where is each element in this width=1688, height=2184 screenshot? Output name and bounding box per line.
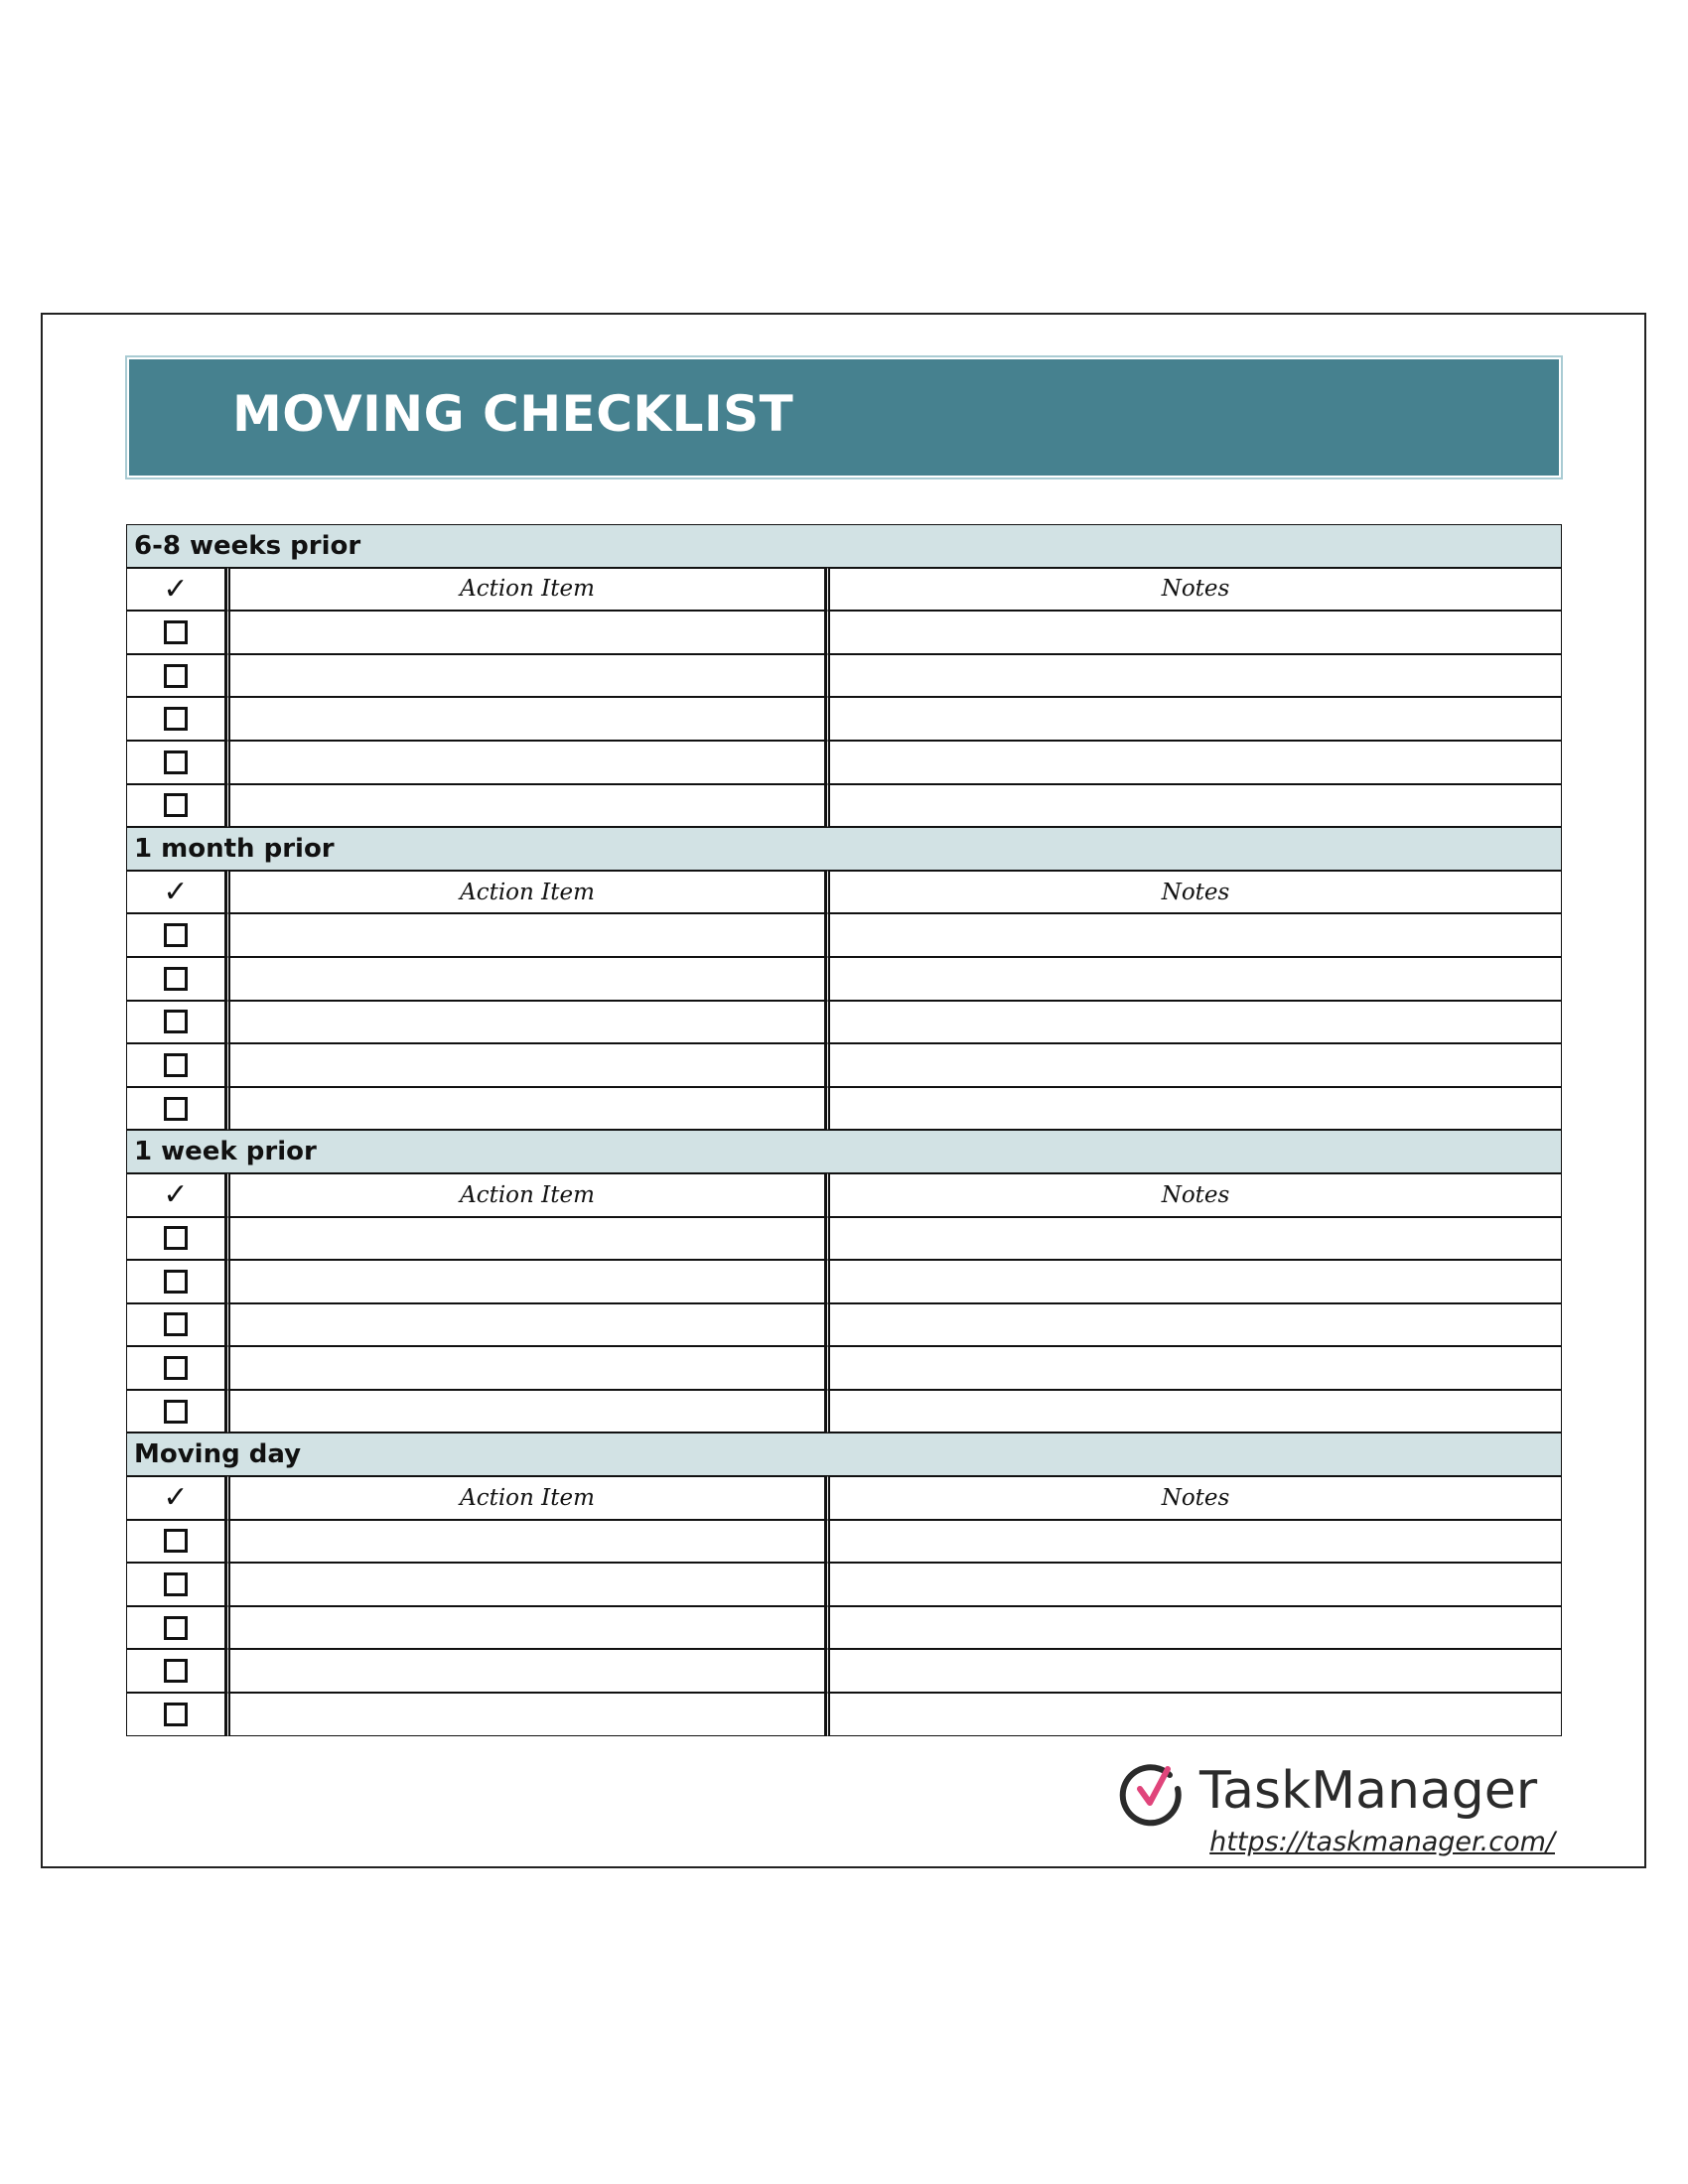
action-item-cell[interactable] xyxy=(225,1606,825,1650)
table-row xyxy=(126,1693,1562,1736)
notes-cell[interactable] xyxy=(825,1606,1562,1650)
checkbox[interactable] xyxy=(164,793,188,817)
notes-cell[interactable] xyxy=(825,1087,1562,1131)
brand-footer xyxy=(1118,1757,1555,1866)
brand-url-link[interactable]: https://taskmanager.com/ xyxy=(1209,1827,1555,1857)
notes-cell[interactable] xyxy=(825,1303,1562,1347)
notes-cell[interactable] xyxy=(825,1001,1562,1044)
brand-name: TaskManager xyxy=(1199,1761,1538,1821)
notes-cell[interactable] xyxy=(825,1217,1562,1261)
notes-cell[interactable] xyxy=(825,1520,1562,1564)
notes-cell[interactable] xyxy=(825,654,1562,698)
checkbox[interactable] xyxy=(164,1703,188,1726)
checkbox[interactable] xyxy=(164,1270,188,1294)
action-item-cell[interactable] xyxy=(225,611,825,654)
checkbox[interactable] xyxy=(164,1226,188,1250)
table-row xyxy=(126,741,1562,784)
title-banner xyxy=(125,355,1563,479)
checklist-section xyxy=(126,827,1562,1130)
column-header-row xyxy=(126,1476,1562,1520)
section-header: 1 week prior xyxy=(126,1130,1562,1173)
checkbox[interactable] xyxy=(164,1053,188,1077)
checkbox[interactable] xyxy=(164,1097,188,1121)
action-item-cell[interactable] xyxy=(225,1563,825,1606)
table-row xyxy=(126,1649,1562,1693)
section-header: 6-8 weeks prior xyxy=(126,524,1562,568)
notes-cell[interactable] xyxy=(825,741,1562,784)
column-header-row xyxy=(126,568,1562,612)
checklist-section xyxy=(126,524,1562,827)
action-item-cell[interactable] xyxy=(225,957,825,1001)
notes-cell[interactable] xyxy=(825,1043,1562,1087)
notes-cell[interactable] xyxy=(825,611,1562,654)
action-item-cell[interactable] xyxy=(225,1217,825,1261)
notes-header: Notes xyxy=(825,1476,1562,1520)
action-item-cell[interactable] xyxy=(225,1303,825,1347)
checklist xyxy=(126,524,1562,1736)
check-circle-icon xyxy=(1118,1759,1186,1827)
notes-cell[interactable] xyxy=(825,784,1562,828)
table-row xyxy=(126,1043,1562,1087)
checklist-section xyxy=(126,1433,1562,1735)
table-row xyxy=(126,1520,1562,1564)
action-item-cell[interactable] xyxy=(225,1001,825,1044)
checkbox[interactable] xyxy=(164,1010,188,1033)
notes-cell[interactable] xyxy=(825,913,1562,957)
table-row xyxy=(126,1563,1562,1606)
table-row xyxy=(126,913,1562,957)
checkbox[interactable] xyxy=(164,1356,188,1380)
table-row xyxy=(126,1087,1562,1131)
notes-cell[interactable] xyxy=(825,1649,1562,1693)
check-column-header: ✓ xyxy=(126,568,225,612)
table-row xyxy=(126,611,1562,654)
notes-cell[interactable] xyxy=(825,697,1562,741)
column-header-row xyxy=(126,871,1562,914)
check-column-header: ✓ xyxy=(126,871,225,914)
table-row xyxy=(126,957,1562,1001)
action-item-cell[interactable] xyxy=(225,697,825,741)
notes-header: Notes xyxy=(825,871,1562,914)
checkbox[interactable] xyxy=(164,1616,188,1640)
checkbox[interactable] xyxy=(164,664,188,688)
action-item-cell[interactable] xyxy=(225,1520,825,1564)
section-header: 1 month prior xyxy=(126,827,1562,871)
notes-cell[interactable] xyxy=(825,1693,1562,1736)
action-item-cell[interactable] xyxy=(225,1346,825,1390)
notes-cell[interactable] xyxy=(825,1260,1562,1303)
checkbox[interactable] xyxy=(164,707,188,731)
action-item-cell[interactable] xyxy=(225,741,825,784)
notes-cell[interactable] xyxy=(825,1390,1562,1433)
action-item-cell[interactable] xyxy=(225,1649,825,1693)
section-header: Moving day xyxy=(126,1433,1562,1476)
check-column-header: ✓ xyxy=(126,1476,225,1520)
table-row xyxy=(126,1346,1562,1390)
action-item-cell[interactable] xyxy=(225,784,825,828)
checkbox[interactable] xyxy=(164,1572,188,1596)
action-item-cell[interactable] xyxy=(225,913,825,957)
notes-cell[interactable] xyxy=(825,1563,1562,1606)
checkbox[interactable] xyxy=(164,620,188,644)
action-item-header: Action Item xyxy=(225,1476,825,1520)
action-item-cell[interactable] xyxy=(225,1390,825,1433)
notes-cell[interactable] xyxy=(825,1346,1562,1390)
table-row xyxy=(126,1606,1562,1650)
page-title: MOVING CHECKLIST xyxy=(232,385,794,443)
checkbox[interactable] xyxy=(164,1312,188,1336)
action-item-header: Action Item xyxy=(225,1173,825,1217)
check-column-header: ✓ xyxy=(126,1173,225,1217)
checklist-section xyxy=(126,1130,1562,1433)
table-row xyxy=(126,1303,1562,1347)
action-item-header: Action Item xyxy=(225,871,825,914)
table-row xyxy=(126,1260,1562,1303)
table-row xyxy=(126,1390,1562,1433)
action-item-cell[interactable] xyxy=(225,1693,825,1736)
column-header-row xyxy=(126,1173,1562,1217)
table-row xyxy=(126,784,1562,828)
table-row xyxy=(126,1217,1562,1261)
table-row xyxy=(126,697,1562,741)
checkbox[interactable] xyxy=(164,1659,188,1683)
notes-header: Notes xyxy=(825,1173,1562,1217)
checkbox[interactable] xyxy=(164,1529,188,1553)
checkbox[interactable] xyxy=(164,923,188,947)
checkbox[interactable] xyxy=(164,1400,188,1424)
action-item-header: Action Item xyxy=(225,568,825,612)
table-row xyxy=(126,654,1562,698)
action-item-cell[interactable] xyxy=(225,1087,825,1131)
checkbox[interactable] xyxy=(164,967,188,991)
action-item-cell[interactable] xyxy=(225,1260,825,1303)
checkbox[interactable] xyxy=(164,751,188,774)
notes-header: Notes xyxy=(825,568,1562,612)
action-item-cell[interactable] xyxy=(225,654,825,698)
table-row xyxy=(126,1001,1562,1044)
notes-cell[interactable] xyxy=(825,957,1562,1001)
action-item-cell[interactable] xyxy=(225,1043,825,1087)
